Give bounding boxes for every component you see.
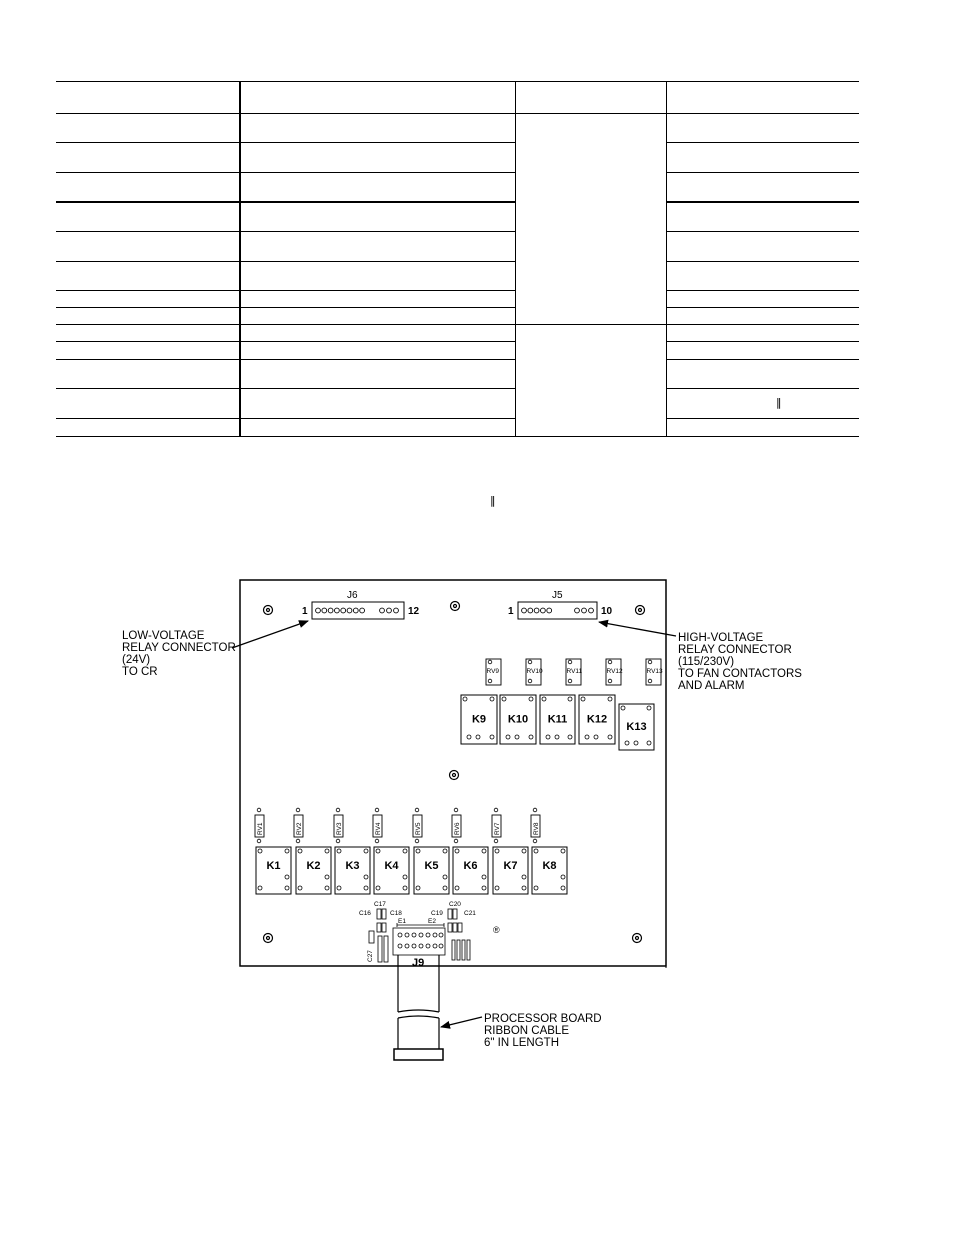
- mounting-hole: [633, 934, 642, 943]
- capacitor-label-c17: C17: [374, 901, 386, 908]
- varistor-label: RV7: [494, 822, 501, 835]
- varistor-label: RV13: [646, 668, 663, 675]
- mounting-hole: [451, 602, 460, 611]
- varistor-label: RV8: [533, 822, 540, 835]
- relay-k6: [453, 847, 488, 894]
- connector-pin: [380, 608, 385, 613]
- varistor-label: RV6: [454, 822, 461, 835]
- relay-label: K2: [306, 860, 321, 872]
- j5-header: [518, 602, 597, 619]
- high-voltage-callout: HIGH-VOLTAGE RELAY CONNECTOR (115/230V) TO FAN CONTACTORS AND ALARM: [678, 632, 802, 692]
- relay-label: K9: [471, 713, 487, 726]
- varistor-rv4: [373, 808, 382, 843]
- relay-k2: [296, 847, 331, 894]
- varistor-rv11: [566, 659, 583, 685]
- relay-k8: [532, 847, 567, 894]
- connector-j5: [508, 590, 613, 619]
- connector-pin: [541, 608, 546, 613]
- relay-k5: [414, 847, 449, 894]
- j6-pin-start: 1: [302, 606, 308, 617]
- relay-k9: [461, 695, 497, 744]
- mounting-hole: [450, 771, 459, 780]
- mounting-hole: [264, 934, 273, 943]
- relay-k4: [374, 847, 409, 894]
- varistor-label: RV1: [257, 822, 264, 835]
- j9-header: [393, 928, 445, 955]
- table-stray-mark: ‖: [776, 396, 782, 409]
- connector-pin: [335, 608, 340, 613]
- varistor-label: RV9: [486, 668, 500, 675]
- relay-k13: [619, 704, 654, 750]
- capacitor-label-c20: C20: [449, 901, 461, 908]
- capacitor-label-c18: C18: [390, 910, 402, 917]
- varistor-rv1: [255, 808, 264, 843]
- varistor-rv13: [646, 659, 663, 685]
- relay-label: K11: [547, 713, 568, 726]
- relay-label: K1: [266, 860, 281, 872]
- varistor-rv8: [531, 808, 540, 843]
- connector-pin: [589, 608, 594, 613]
- ribbon-cable-arrow: [441, 1017, 482, 1027]
- jumper-label-e2: E2: [428, 918, 436, 925]
- capacitor-label-c21: C21: [464, 910, 476, 917]
- low-voltage-arrow: [232, 621, 308, 648]
- varistor-rv2: [294, 808, 303, 843]
- connector-pin: [316, 608, 321, 613]
- relay-k12: [579, 695, 615, 744]
- relay-label: K12: [586, 713, 608, 726]
- relay-label: K13: [626, 721, 647, 733]
- relay-label: K10: [507, 713, 529, 726]
- varistor-rv12: [606, 659, 623, 685]
- lower-relays: [256, 847, 567, 894]
- varistor-rv10: [526, 659, 543, 685]
- mounting-hole: [636, 606, 645, 615]
- connector-pin: [582, 608, 587, 613]
- connector-pin: [522, 608, 527, 613]
- j6-pin-end: 12: [408, 606, 420, 617]
- connector-pin: [394, 608, 399, 613]
- varistor-label: RV5: [415, 822, 422, 835]
- connector-pin: [341, 608, 346, 613]
- varistor-label: RV12: [606, 668, 623, 675]
- relay-k3: [335, 847, 370, 894]
- varistor-rv7: [492, 808, 501, 843]
- connector-j6: [302, 590, 420, 619]
- varistor-label: RV4: [375, 822, 382, 835]
- relay-k1: [256, 847, 291, 894]
- mounting-holes: [264, 602, 645, 943]
- relay-label: K5: [424, 860, 439, 872]
- j5-pins: [522, 608, 594, 613]
- connector-pin: [534, 608, 539, 613]
- ribbon-cable: [394, 955, 443, 1060]
- connector-pin: [360, 608, 365, 613]
- varistor-label: RV2: [296, 822, 303, 835]
- j6-pins: [316, 608, 399, 613]
- upper-relays: [461, 695, 654, 750]
- high-voltage-arrow: [599, 622, 676, 636]
- relay-label: K4: [384, 860, 399, 872]
- connector-pin: [322, 608, 327, 613]
- connector-pin: [575, 608, 580, 613]
- relay-label: K6: [463, 860, 478, 872]
- relay-label: K3: [345, 860, 360, 872]
- jumper-label-e1: E1: [398, 918, 406, 925]
- lower-varistors: [255, 808, 540, 843]
- relay-k10: [500, 695, 536, 744]
- j5-label: J5: [552, 590, 563, 601]
- relay-label: K7: [503, 860, 518, 872]
- varistor-rv9: [486, 659, 501, 685]
- connector-pin: [347, 608, 352, 613]
- capacitor-label-c27: C27: [367, 950, 374, 962]
- low-voltage-callout: LOW-VOLTAGE RELAY CONNECTOR (24V) TO CR: [122, 630, 236, 678]
- capacitor-area: [359, 901, 500, 962]
- varistor-rv6: [452, 808, 461, 843]
- varistor-label: RV11: [566, 668, 583, 675]
- j6-label: J6: [347, 590, 358, 601]
- varistor-rv5: [413, 808, 422, 843]
- ribbon-cable-callout: PROCESSOR BOARD RIBBON CABLE 6" IN LENGTH: [484, 1013, 602, 1049]
- relay-k11: [540, 695, 575, 744]
- j9-label: J9: [412, 957, 425, 969]
- j5-pin-end: 10: [601, 606, 613, 617]
- capacitor-label-c19: C19: [431, 910, 443, 917]
- relay-label: K8: [542, 860, 557, 872]
- connector-pin: [328, 608, 333, 613]
- capacitor-label-c16: C16: [359, 910, 371, 917]
- upper-varistors: [486, 659, 663, 685]
- relay-k7: [493, 847, 528, 894]
- connector-pin: [528, 608, 533, 613]
- registered-mark: ®: [493, 925, 500, 935]
- varistor-rv3: [334, 808, 343, 843]
- varistor-label: RV10: [526, 668, 543, 675]
- j5-pin-start: 1: [508, 606, 514, 617]
- board-outline: [240, 580, 666, 966]
- mounting-hole: [264, 606, 273, 615]
- connector-pin: [387, 608, 392, 613]
- connector-pin: [547, 608, 552, 613]
- varistor-label: RV3: [336, 822, 343, 835]
- ribbon-cable-plug: [394, 1049, 443, 1060]
- stray-mark: ‖: [490, 494, 496, 507]
- connector-pin: [353, 608, 358, 613]
